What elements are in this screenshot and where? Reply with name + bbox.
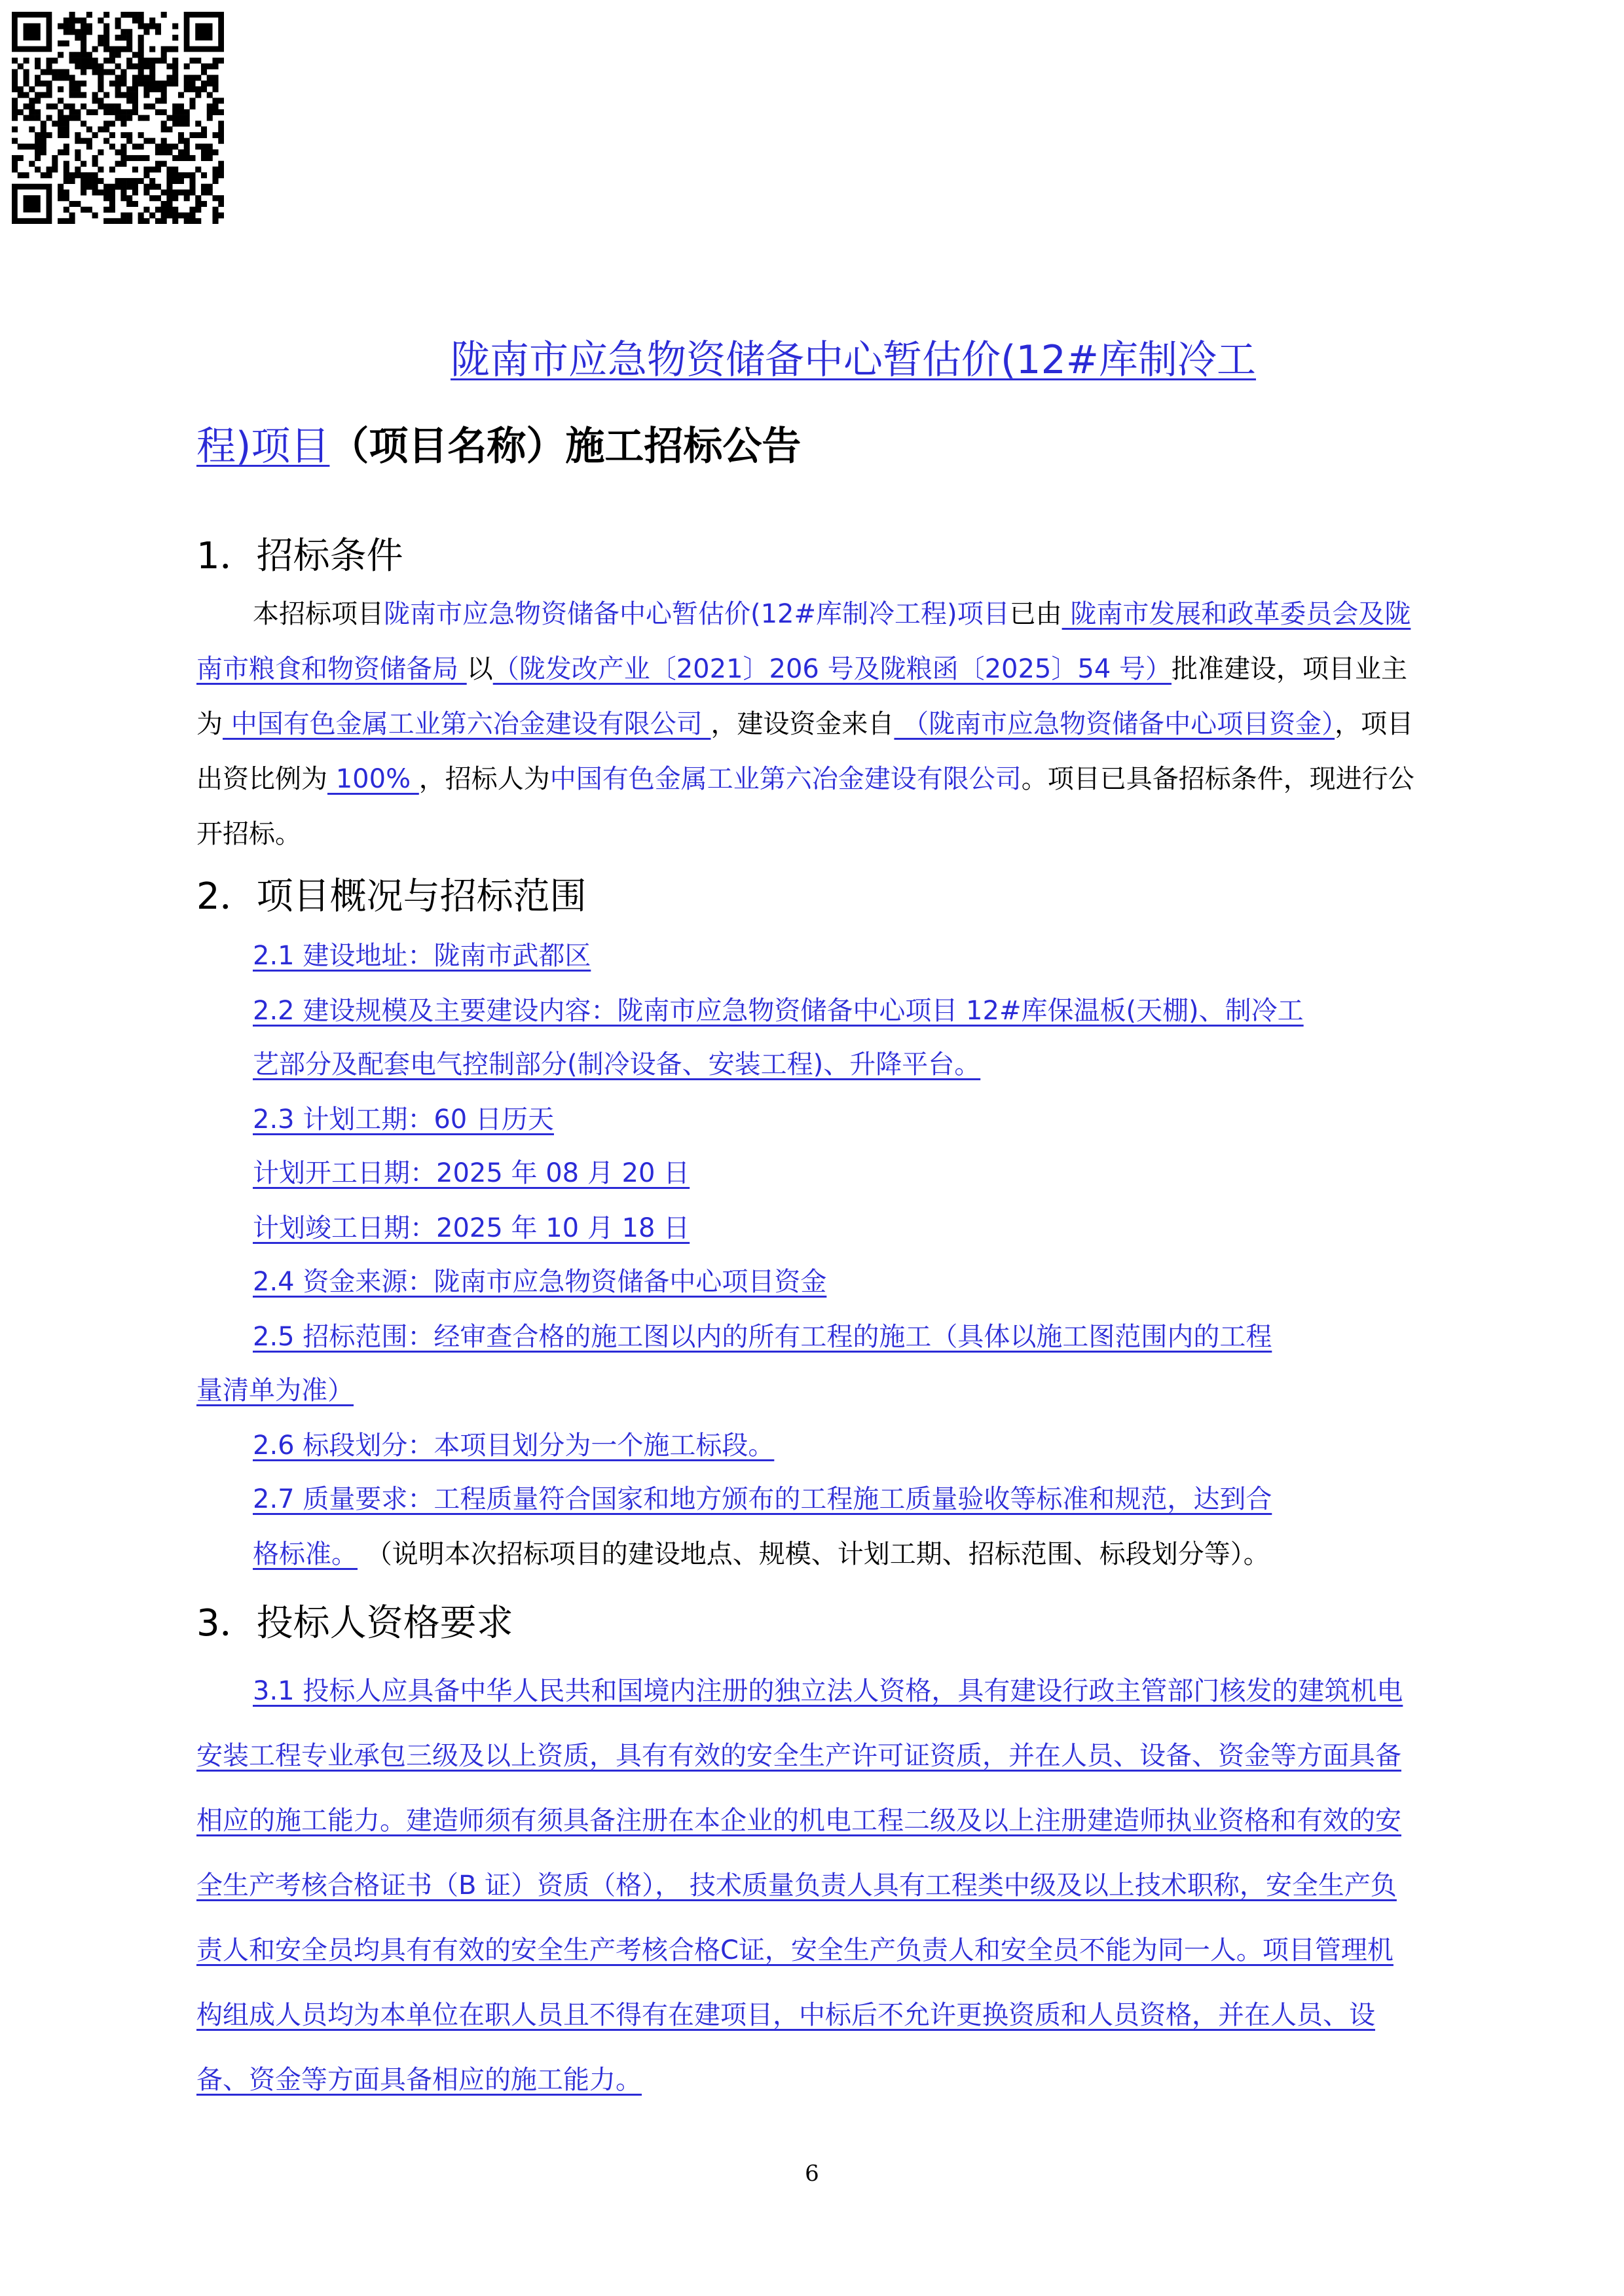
item-2-5-line2: 量清单为准） bbox=[196, 1376, 354, 1406]
page-number: 6 bbox=[805, 2160, 819, 2187]
item-2-7-line1: 2.7 质量要求：工程质量符合国家和地方颁布的工程施工质量验收等标准和规范，达到合 bbox=[253, 1484, 1272, 1514]
item-2-7-line2: 格标准。 （说明本次招标项目的建设地点、规模、计划工期、招标范围、标段划分等）。 bbox=[253, 1539, 1270, 1569]
item-2-5-line1: 2.5 招标范围：经审查合格的施工图以内的所有工程的施工（具体以施工图范围内的工程 bbox=[253, 1322, 1272, 1352]
item-2-3-end-date: 计划竣工日期：2025 年 10 月 18 日 bbox=[253, 1213, 690, 1243]
project-owner: 中国有色金属工业第六冶金建设有限公司 bbox=[223, 709, 711, 739]
item-2-6: 2.6 标段划分：本项目划分为一个施工标段。 bbox=[253, 1430, 775, 1461]
qr-code bbox=[12, 12, 224, 224]
approver: 陇南市发展和政革委员会及陇南市粮食和物资储备局 bbox=[196, 599, 1411, 684]
item-2-3-start-date: 计划开工日期：2025 年 08 月 20 日 bbox=[253, 1158, 690, 1188]
item-2-2-line2: 艺部分及配套电气控制部分(制冷设备、安装工程)、升降平台。 bbox=[253, 1049, 981, 1080]
section1-heading: 1．招标条件 bbox=[196, 535, 403, 577]
approval-document: （陇发改产业〔2021〕206 号及陇粮函〔2025〕54 号） bbox=[492, 654, 1172, 684]
section3-heading: 3．投标人资格要求 bbox=[196, 1602, 513, 1645]
title-project-name-line1: 陇南市应急物资储备中心暂估价(12#库制冷工 bbox=[451, 337, 1257, 383]
section2-heading: 2．项目概况与招标范围 bbox=[196, 875, 587, 918]
item-2-3: 2.3 计划工期：60 日历天 bbox=[253, 1104, 554, 1135]
item-2-4: 2.4 资金来源：陇南市应急物资储备中心项目资金 bbox=[253, 1267, 827, 1297]
qr-code-icon bbox=[12, 12, 224, 224]
title-suffix: （项目名称）施工招标公告 bbox=[329, 424, 802, 469]
item-2-1: 2.1 建设地址：陇南市武都区 bbox=[253, 941, 591, 971]
tenderer: 中国有色金属工业第六冶金建设有限公司 bbox=[549, 764, 1022, 794]
section1-paragraph: 本招标项目陇南市应急物资储备中心暂估价(12#库制冷工程)项目已由 陇南市发展和政革委员会及陇南市粮食和物资储备局 以（陇发改产业〔2021〕206 号及陇粮函〔2025〕54 号）批准建设，项目业主为 中国有色金属工业第六冶金建设有限公司 ，建设资金来自 （陇南市应急物资储备中心项目资金），项目出资比例为 100% ，招标人为中国有色金属工业第六冶金建设有限公司。项目已具备招标条件，现进行公开招标。 bbox=[196, 599, 1414, 849]
item-2-7-note: （说明本次招标项目的建设地点、规模、计划工期、招标范围、标段划分等）。 bbox=[365, 1539, 1270, 1569]
funding-ratio: 100% bbox=[327, 764, 419, 794]
item-3-1-paragraph: 3.1 投标人应具备中华人民共和国境内注册的独立法人资格，具有建设行政主管部门核发的建筑机电安装工程专业承包三级及以上资质，具有有效的安全生产许可证资质，并在人员、设备、资金等方面具备相应的施工能力。建造师须有须具备注册在本企业的机电工程二级及以上注册建造师执业资格和有效的安全生产考核合格证书（B 证）资质（格）， 技术质量负责人具有工程类中级及以上技术职称，安全生产负责人和安全员均具有有效的安全生产考核合格C证，安全生产负责人和安全员不能为同一人。项目管理机构组成人员均为本单位在职人员且不得有在建项目，中标后不允许更换资质和人员资格，并在人员、设备、资金等方面具备相应的施工能力。 bbox=[196, 1676, 1403, 2095]
title-project-name-line2: 程)项目 bbox=[196, 424, 330, 469]
funding-source: （陇南市应急物资储备中心项目资金） bbox=[894, 709, 1335, 739]
item-2-2-line1: 2.2 建设规模及主要建设内容：陇南市应急物资储备中心项目 12#库保温板(天棚)、制冷工 bbox=[253, 996, 1304, 1026]
project-name: 陇南市应急物资储备中心暂估价(12#库制冷工程)项目 bbox=[384, 599, 1010, 629]
title-line2 bbox=[196, 412, 801, 481]
